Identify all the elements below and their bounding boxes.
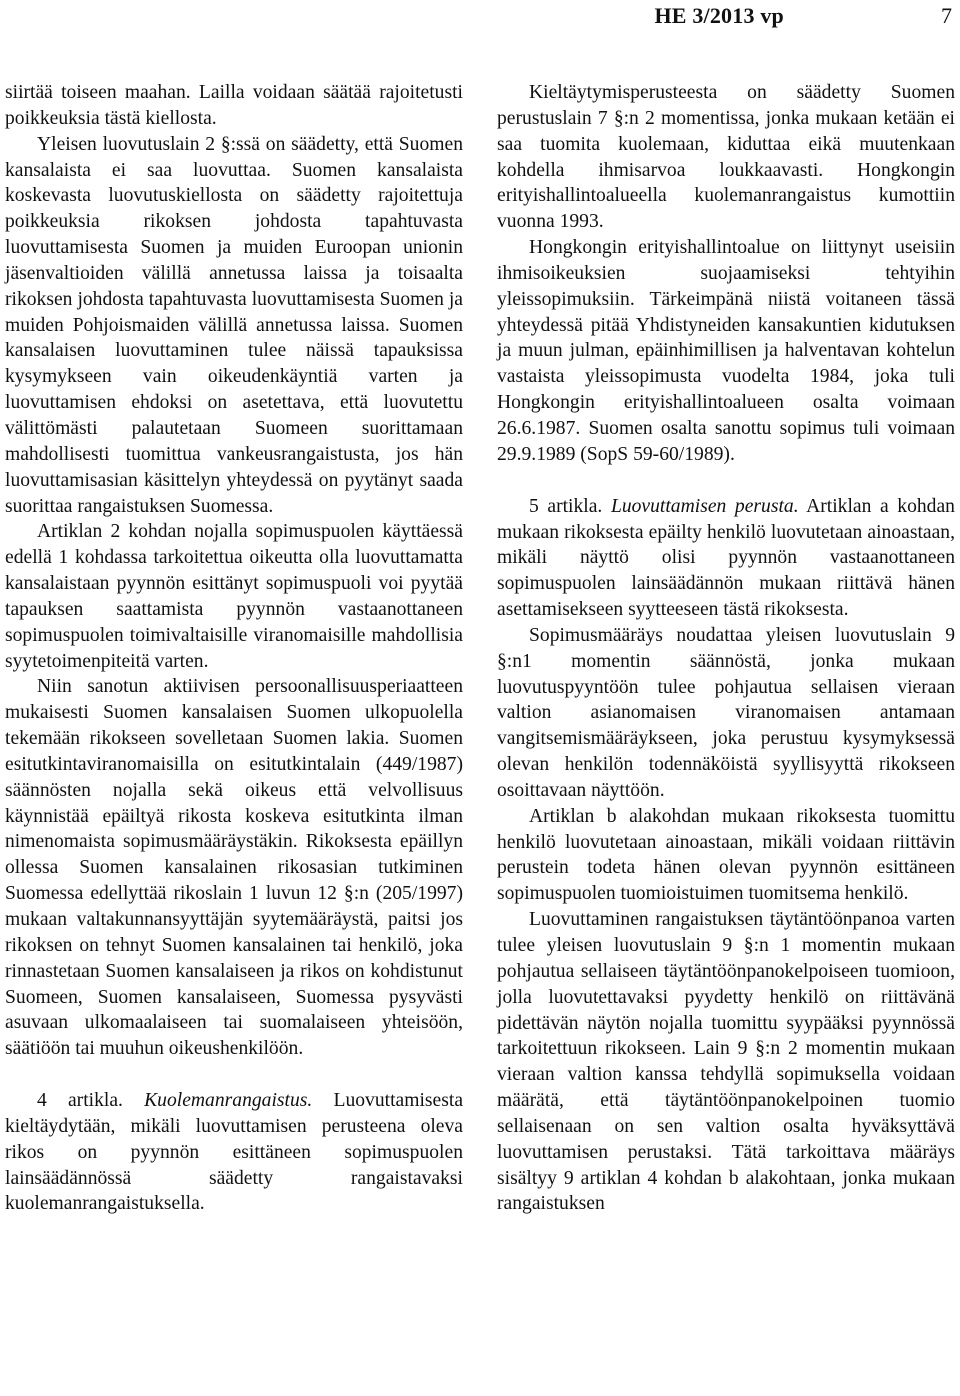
left-column xyxy=(5,80,463,1217)
paragraph: Niin sanotun aktiivisen persoonallisuusperiaatteen mukaisesti Suomen kansalaisen Suomen ulkopuolella tekemään rikokseen sovelletaan Suomen lakia. Suomen esitutkintaviranomaisilla on esitutkintalain (449/1987) säännösten nojalla sekä oikeus että velvollisuus käynnistää epäiltyä rikosta koskeva esitutkinta ilman nimenomaista sopimusmääräystäkin. Rikoksesta epäillyn ollessa Suomen kansalainen rikosasian tutkiminen Suomessa edellyttää rikoslain 1 luvun 12 §:n (205/1997) mukaan valtakunnansyyttäjän syytemääräystä, paitsi jos rikoksen on tehnyt Suomen kansalainen tai henkilö, joka rinnastetaan Suomen kansalaiseen ja rikos on kohdistunut Suomeen, Suomen kansalaiseen, Suomessa pysyvästi asuvaan ulkomaalaiseen tai suomalaiseen yhteisöön, säätiöön tai muuhun oikeushenkilöön. xyxy=(5,676,463,1060)
article-4-number: 4 artikla. xyxy=(37,1090,123,1112)
right-column xyxy=(497,80,955,1217)
article-5-text: Artiklan a kohdan mukaan rikoksesta epäilty henkilö luovutetaan ainoastaan, mikäli näyttö olisi pyynnön vastaanottaneen sopimuspuolen lainsäädännön mukaan riittävä hänen asettamisekseen syytteeseen tästä rikoksesta. xyxy=(497,495,955,621)
article-4-title: Kuolemanrangaistus. xyxy=(144,1090,313,1112)
article-4-paragraph xyxy=(5,1088,463,1217)
paragraph: Kieltäytymisperusteesta on säädetty Suomen perustuslain 7 §:n 2 momentissa, jonka mukaan ketään ei saa tuomita kuolemaan, kiduttaa eikä muutenkaan kohdella ihmisarvoa loukkaavasti. Hongkongin erityishallintoalueella kuolemanrangaistus kumottiin vuonna 1993. xyxy=(497,82,955,233)
paragraph: Sopimusmääräys noudattaa yleisen luovutuslain 9 §:n1 momentin säännöstä, jonka mukaan luovutuspyyntöön tulee pohjautua sellaisen vieraan valtion asianomaisen viranomaisen antamaan vangitsemismääräykseen, joka perustuu kysymyksessä olevan henkilön todennäköistä syyllisyyttä rikokseen osoittavaan näyttöön. xyxy=(497,624,955,801)
paragraph: Yleisen luovutuslain 2 §:ssä on säädetty, että Suomen kansalaista ei saa luovuttaa. Suomen kansalaista koskevasta luovutuskiellosta on säädetty rajoitettuja poikkeuksia rikoksen johdosta tapahtuvasta luovuttamisesta Suomen ja muiden Euroopan unionin jäsenvaltioiden välillä annetussa laissa ja toisaalta rikoksen johdosta tapahtuvasta luovuttamisesta Suomen ja muiden Pohjoismaiden välillä annetussa laissa. Suomen kansalaisen luovuttaminen tulee näissä tapauksissa kysymykseen vain oikeudenkäyntiä varten ja luovuttamisen ehdoksi on asetettava, että luovutettu välittömästi palautetaan Suomeen suorittamaan mahdollisesti tuomittua vankeusrangaistusta, jos hän luovuttamisasian käsittelyn yhteydessä on pyytänyt saada suorittaa rangaistuksen Suomessa. xyxy=(5,133,463,517)
paragraph: siirtää toiseen maahan. Lailla voidaan säätää rajoitetusti poikkeuksia tästä kiellosta. xyxy=(5,82,463,129)
article-5-number: 5 artikla. xyxy=(529,495,603,517)
paragraph: Artiklan 2 kohdan nojalla sopimuspuolen käyttäessä edellä 1 kohdassa tarkoitettua oikeutta olla luovuttamatta kansalaistaan pyynnön esittänyt sopimuspuoli voi pyytää tapauksen saattamista pyynnön vastaanottaneen sopimuspuolen toimivaltaisille viranomaisille mahdollisia syytetoimenpiteitä varten. xyxy=(5,521,463,672)
page-number: 7 xyxy=(941,3,952,28)
document-id: HE 3/2013 vp xyxy=(654,3,784,28)
paragraph: Artiklan b alakohdan mukaan rikoksesta tuomittu henkilö luovutetaan ainoastaan, mikäli voidaan riittävin perustein todeta hänen olevan pyynnön esittäneen sopimuspuolen tuomioistuimen tuomitsema henkilö. xyxy=(497,805,955,905)
article-4-text: Luovuttamisesta kieltäydytään, mikäli luovuttamisen perusteena oleva rikos on pyynnön esittäneen sopimuspuolen lainsäädännössä säädetty rangaistavaksi kuolemanrangaistuksella. xyxy=(5,1090,464,1215)
paragraph: Luovuttaminen rangaistuksen täytäntöönpanoa varten tulee yleisen luovutuslain 9 §:n 1 momentin mukaan pohjautua sellaiseen täytäntöönpanokelpoiseen tuomioon, jolla luovutettavaksi pyydetty henkilö on riittävänä pidettävän näytön nojalla tuomittu syypääksi pyynnössä tarkoitettuun rikokseen. Lain 9 §:n 2 momentin mukaan vieraan valtion kanssa tehdyllä sopimuksella voidaan määrätä, että täytäntöönpanokelpoinen tuomio sellaisenaan on sen valtion osalta hyväksyttävä luovuttamisen perustaksi. Tätä tarkoittava määräys sisältyy 9 artiklan 4 kohdan b alakohtaan, jonka mukaan rangaistuksen xyxy=(497,909,955,1215)
paragraph: Hongkongin erityishallintoalue on liittynyt useisiin ihmisoikeuksien suojaamiseksi tehtyihin yleissopimuksiin. Tärkeimpänä niistä voitaneen tässä yhteydessä pitää Yhdistyneiden kansakuntien kidutuksen ja muun julman, epäinhimillisen ja halventavan kohtelun vastaista yleissopimusta vuodelta 1984, joka tuli Hongkongin erityishallintoalueen osalta voimaan 26.6.1987. Suomen osalta sanottu sopimus tuli voimaan 29.9.1989 (SopS 59-60/1989). xyxy=(497,237,955,465)
page-header xyxy=(0,0,960,36)
article-5-paragraph xyxy=(497,494,955,623)
article-5-title: Luovuttamisen perusta. xyxy=(610,495,799,517)
